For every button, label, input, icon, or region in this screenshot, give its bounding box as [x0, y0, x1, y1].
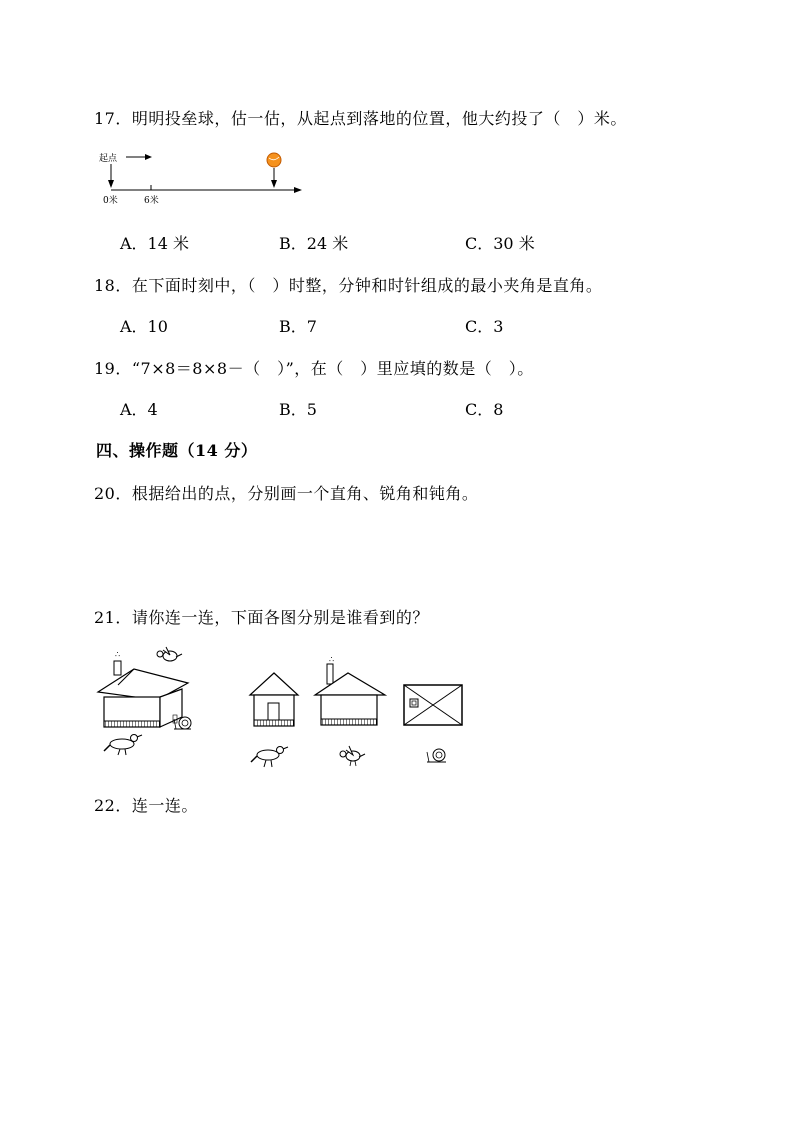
start-label: 起点	[99, 154, 118, 164]
q18-option-b[interactable]: B．7	[279, 317, 317, 336]
q17-throw-diagram	[96, 146, 316, 206]
svg-text:∴: ∴	[329, 655, 335, 664]
q21-text: 21．请你连一连，下面各图分别是谁看到的？	[94, 608, 429, 627]
flying-bird-icon	[157, 647, 182, 661]
scene-house-with-viewers	[90, 645, 220, 760]
view-top	[401, 682, 465, 728]
view-side	[313, 652, 388, 732]
flying-bird-icon[interactable]	[338, 742, 368, 768]
mark-6m: 6米	[144, 196, 159, 206]
q18-option-c[interactable]: C．3	[465, 317, 504, 336]
q17-text: 17．明明投垒球，估一估，从起点到落地的位置，他大约投了（ ）米。	[94, 109, 627, 128]
q19-text: 19．“7×8＝8×8－（ ）”，在（ ）里应填的数是（ ）。	[94, 359, 534, 378]
standing-bird-icon[interactable]	[250, 742, 290, 770]
q18-text: 18．在下面时刻中，（ ）时整，分钟和时针组成的最小夹角是直角。	[94, 276, 603, 295]
q19-option-b[interactable]: B．5	[279, 400, 317, 419]
q18-option-a[interactable]: A．10	[120, 317, 168, 336]
standing-bird-icon	[104, 735, 142, 756]
q19-option-c[interactable]: C．8	[465, 400, 504, 419]
mark-0m: 0米	[103, 196, 118, 206]
view-front	[248, 670, 302, 732]
q20-text: 20．根据给出的点，分别画一个直角、锐角和钝角。	[94, 484, 479, 503]
q17-option-a[interactable]: A．14 米	[120, 234, 190, 253]
section-title: 四、操作题（14 分）	[96, 441, 258, 460]
q17-option-b[interactable]: B．24 米	[279, 234, 349, 253]
q22-text: 22．连一连。	[94, 796, 198, 815]
q19-option-a[interactable]: A．4	[120, 400, 158, 419]
snail-icon[interactable]	[424, 745, 450, 767]
q17-option-c[interactable]: C．30 米	[465, 234, 535, 253]
svg-text:∴: ∴	[115, 650, 121, 659]
